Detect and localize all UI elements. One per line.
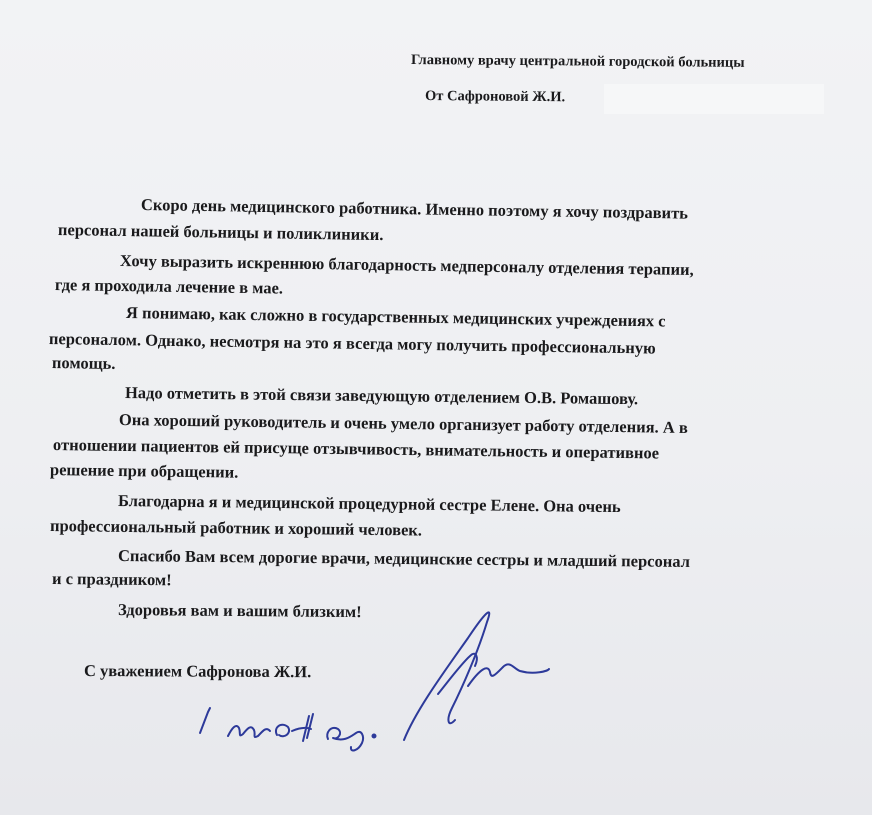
body-line-13: профессиональный работник и хороший человек. [49,516,423,540]
recipient-line: Главному врачу центральной городской больницы [410,52,745,71]
body-line-2: персонал нашей больницы и поликлиники. [57,220,384,245]
body-line-5: Я понимаю, как сложно в государственных медицинских учреждениях с [125,303,666,331]
body-line-1: Скоро день медицинского работника. Именно поэтому я хочу поздравить [140,195,689,223]
body-line-4: где я проходила лечение в мае. [54,275,284,298]
body-line-10: отношении пациентов ей присуще отзывчивость, внимательность и оперативное [52,435,660,463]
body-line-12: Благодарна я и медицинской процедурной сестре Елене. Она очень [117,491,621,517]
body-line-6: персоналом. Однако, несмотря на это я всегда могу получить профессиональную [48,329,656,358]
body-line-11: решение при обращении. [49,460,239,482]
body-line-3: Хочу выразить искреннюю благодарность медперсоналу отделения терапии, [119,251,694,280]
body-line-16: Здоровья вам и вашим близким! [117,600,362,622]
body-line-8: Надо отметить в этой связи заведующую отделением О.В. Ромашову. [124,383,639,409]
handwritten-date [200,708,376,750]
sender-line: От Сафроновой Ж.И. [424,88,566,106]
body-line-14: Спасибо Вам всем дорогие врачи, медицинские сестры и младший персонал [117,546,691,571]
signature [404,612,549,740]
body-line-9: Она хороший руководитель и очень умело организует работу отделения. А в [118,410,688,437]
body-line-15: и с праздником! [51,569,172,590]
closing-line: С уважением Сафронова Ж.И. [83,661,312,682]
body-line-7: помощь. [51,353,116,373]
